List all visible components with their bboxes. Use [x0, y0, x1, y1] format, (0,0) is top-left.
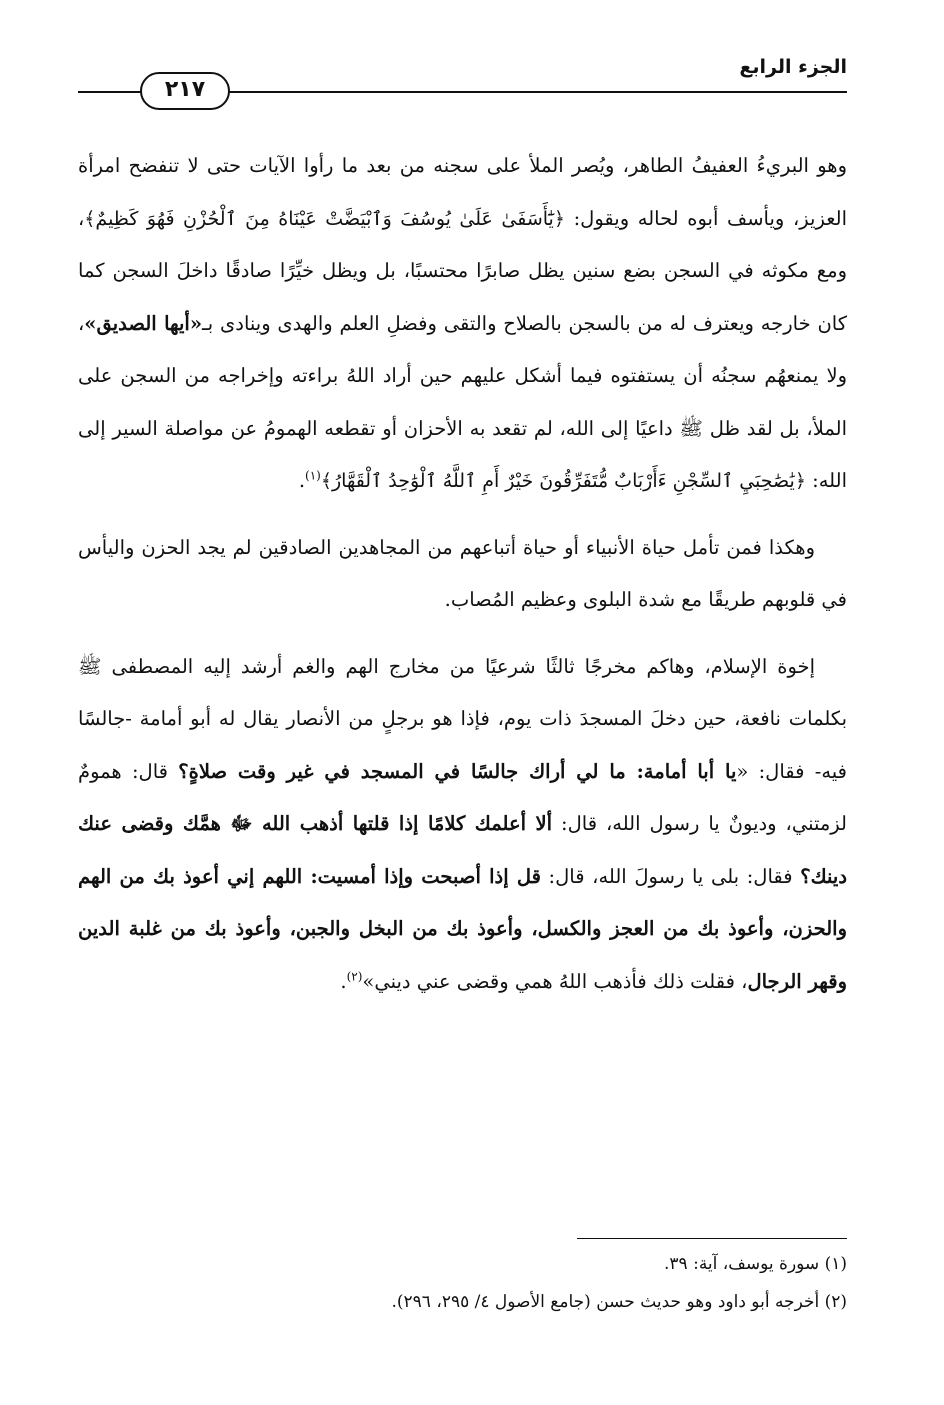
- footnote-1: (١) سورة يوسف، آية: ٣٩.: [664, 1254, 847, 1274]
- page-number: ٢١٧: [140, 72, 230, 110]
- hadith-bold-1: يا أبا أمامة: ما لي أراك جالسًا في المسجد في غير وقت صلاةٍ؟: [178, 759, 737, 783]
- paragraph-1-end: .: [298, 469, 306, 492]
- main-text: [78, 140, 847, 1008]
- page-header: [78, 56, 847, 102]
- paragraph-3-text-2: قال: همومٌ لزمتني، وديونٌ يا رسول الله، قال:: [78, 759, 847, 835]
- paragraph-2: وهكذا فمن تأمل حياة الأنبياء أو حياة أتباعهم من المجاهدين الصادقين لم يجد الحزن واليأس في قلوبهم طريقًا مع شدة البلوى وعظيم المُصاب.: [78, 535, 847, 611]
- hadith-bold-2: ألا أعلمك كلامًا إذا قلتها أذهب الله ﷻ همَّك وقضى عنك دينك؟: [78, 812, 847, 888]
- footnote-rule: [577, 1238, 847, 1239]
- paragraph-3-text-3: فقال: بلى يا رسولَ الله، قال:: [540, 864, 801, 888]
- paragraph-3-text-1: إخوة الإسلام، وهاكم مخرجًا ثالثًا شرعيًا من مخارج الهم والغم أرشد إليه المصطفى ﷺ بكلمات نافعة، حين دخلَ المسجدَ ذات يوم، فإذا هو برجلٍ من الأنصار يقال له أبو أمامة -جالسًا فيه- فقال: «: [78, 654, 847, 783]
- footnote-2: (٢) أخرجه أبو داود وهو حديث حسن (جامع الأصول ٤/ ٢٩٥، ٢٩٦).: [391, 1292, 847, 1312]
- paragraph-1: [78, 140, 847, 508]
- paragraph-3: [78, 641, 847, 1009]
- paragraph-3-text-4: ، فقلت ذلك فأذهب اللهُ همي وقضى عني ديني»: [362, 969, 748, 993]
- quoted-title: «أيها الصديق»: [84, 311, 203, 335]
- footnote-ref-1: (١): [305, 468, 321, 483]
- paragraph-1-text-2: ، ومع مكوثه في السجن بضع سنين يظل صابرًا محتسبًا، بل ويظل خيِّرًا صادقًا داخلَ السجن كما كان خارجه ويعترف له من بالسجن بالصلاح والتقى وفضلِ العلم والهدى وينادى بـ: [78, 206, 847, 335]
- quran-verse-1: ﴿يَٰٓأَسَفَىٰ عَلَىٰ يُوسُفَ وَٱبْيَضَّتْ عَيْنَاهُ مِنَ ٱلْحُزْنِ فَهُوَ كَظِيمٌ﴾: [84, 207, 565, 230]
- running-head: الجزء الرابع: [739, 56, 847, 78]
- paragraph-3-end: .: [340, 969, 347, 993]
- quran-verse-2: ﴿يَٰصَٰحِبَيِ ٱلسِّجْنِ ءَأَرْبَابٌ مُّتَفَرِّقُونَ خَيْرٌ أَمِ ٱللَّهُ ٱلْوَٰحِدُ ٱلْقَهَّارُ﴾: [320, 470, 806, 492]
- hadith-bold-3: قل إذا أصبحت وإذا أمسيت: اللهم إني أعوذ بك من الهم والحزن، وأعوذ بك من العجز والكسل، وأعوذ بك من البخل والجبن، وأعوذ بك من غلبة الدين وقهر الرجال: [78, 864, 847, 993]
- paragraph-1-text-1: وهو البريءُ العفيفُ الطاهر، ويُصر الملأ على سجنه من بعد ما رأوا الآيات حتى لا تنفضح امرأة العزيز، ويأسف أبوه لحاله ويقول:: [78, 154, 847, 230]
- paragraph-1-text-3: ، ولا يمنعهُم سجنُه أن يستفتوه فيما أشكل عليهم حين أراد اللهُ براءته وإخراجه من السجن على الملأ، بل لقد ظل ﷺ داعيًا إلى الله، لم تقعد به الأحزان أو تقطعه الهمومُ عن مواصلة السير إلى الله:: [78, 311, 847, 492]
- footnote-ref-2: (٢): [346, 969, 363, 983]
- footnotes: [78, 1238, 847, 1321]
